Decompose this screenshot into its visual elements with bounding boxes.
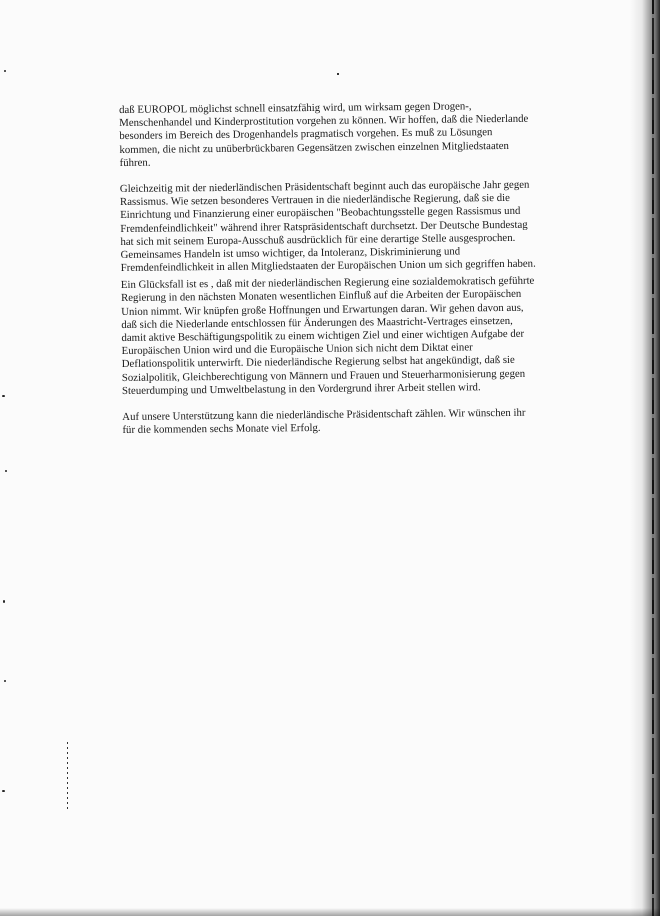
text-line: daß EUROPOL möglichst schnell einsatzfähig wird, um wirksam gegen Drogen-, xyxy=(119,100,472,116)
text-line: Europäischen Union wird und die Europäische Union sich nicht dem Diktat einer xyxy=(121,341,473,358)
scan-shadow-bottom-edge xyxy=(0,908,660,916)
text-line: Rassismus. Wie setzen besonderes Vertrauen in die niederländische Regierung, daß sie die xyxy=(119,192,510,209)
text-line: damit aktive Beschäftigungspolitik zu einem wichtigen Ziel und einer wichtigen Aufgabe der xyxy=(121,327,525,344)
text-line: führen. xyxy=(119,156,151,169)
scan-speck xyxy=(337,73,339,75)
scan-speck xyxy=(3,600,5,603)
text-line: besonders im Bereich des Drogenhandels pragmatisch vorgehen. Es muß zu Lösungen xyxy=(119,126,493,143)
scan-speck xyxy=(2,790,5,792)
scan-speck xyxy=(4,70,6,72)
paragraph-1 xyxy=(119,99,560,170)
text-line: Auf unsere Unterstützung kann die niederländische Präsidentschaft zählen. Wir wünschen ihr xyxy=(122,406,526,423)
text-line: Steuerdumping und Umweltbelastung in den Vordergrund ihrer Arbeit stellen wird. xyxy=(121,380,481,397)
scan-speck xyxy=(2,395,5,397)
document-body xyxy=(119,99,562,437)
scan-artifact-left-edge xyxy=(0,0,10,916)
scan-speck xyxy=(4,680,6,682)
text-line: kommen, die nicht zu unüberbrückbaren Gegensätzen zwischen einzelnen Mitgliedstaaten xyxy=(119,139,509,156)
paragraph-2 xyxy=(120,178,561,275)
paragraph-4 xyxy=(122,406,562,437)
text-line: Gemeinsames Handeln ist umso wichtiger, da Intoleranz, Diskriminierung und xyxy=(120,245,461,261)
scan-shadow-right-edge xyxy=(630,0,660,916)
text-line: hat sich mit seinem Europa-Ausschuß ausdrücklich für eine derartige Stelle ausgesprochen. xyxy=(120,231,516,248)
text-line: Fremdenfeindlichkeit in allen Mitgliedstaaten der Europäischen Union um sich gegriffen haben. xyxy=(120,257,536,275)
scan-speck xyxy=(5,470,7,472)
text-line: für die kommenden sechs Monate viel Erfolg. xyxy=(122,422,321,437)
paragraph-3 xyxy=(121,275,562,398)
text-line: Fremdenfeindlichkeit" während ihrer Ratspräsidentschaft durchsetzt. Der Deutsche Bundestag xyxy=(120,218,528,235)
text-line: Deflationspolitik unterwirft. Die niederländische Regierung selbst hat angekündigt, daß sie xyxy=(121,354,515,371)
text-line: Gleichzeitig mit der niederländischen Präsidentschaft beginnt auch das europäische Jahr gegen xyxy=(119,178,530,195)
scan-artifact-dashes xyxy=(67,742,68,812)
text-line: Menschenhandel und Kinderprostitution vorgehen zu können. Wir hoffen, daß die Niederlande xyxy=(119,112,529,130)
text-line: Einrichtung und Finanzierung einer europäischen "Beobachtungsstelle gegen Rassismus und xyxy=(120,205,521,222)
text-line: Union nimmt. Wir knüpfen große Hoffnungen und Erwartungen daran. Wir gehen davon aus, xyxy=(121,301,524,318)
text-line: Sozialpolitik, Gleichberechtigung von Männern und Frauen und Steuerharmonisierung gegen xyxy=(121,367,526,384)
text-line: Ein Glücksfall ist es , daß mit der niederländischen Regierung eine sozialdemokratisch geführte xyxy=(120,274,535,292)
text-line: daß sich die Niederlande entschlossen für Änderungen des Maastricht-Vertrages einsetzen, xyxy=(121,314,513,331)
text-line: Regierung in den nächsten Monaten wesentlichen Einfluß auf die Arbeiten der Europäischen xyxy=(120,288,522,305)
